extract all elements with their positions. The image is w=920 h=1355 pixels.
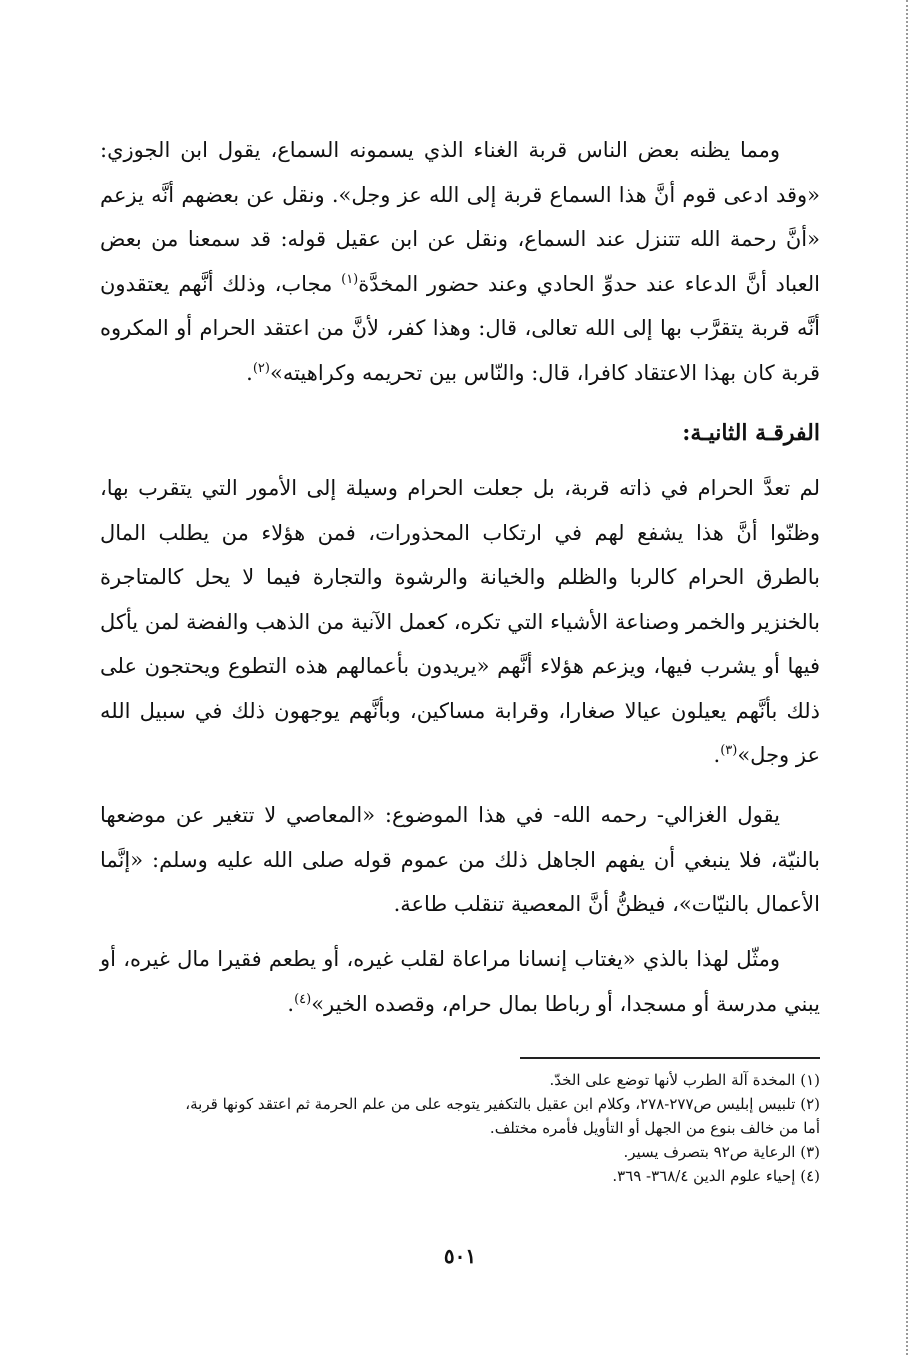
footnote-2-continued: أما من خالف بنوع من الجهل أو التأويل فأمره مختلف.	[489, 1119, 820, 1137]
paragraph-example	[100, 937, 820, 1026]
paragraph-text: مجاب، وذلك أنَّهم يعتقدون أنَّه قربة يتقرَّب بها إلى الله تعالى، قال: وهذا كفر، لأنَّ من اعتقد الحرام أو المكروه قربة كان بهذا الاعتقاد كافرا، قال: والنّاس بين تحريمه وكراهيته»	[100, 271, 820, 385]
footnote-1: (١) المخدة آلة الطرب لأنها توضع على الخدّ.	[549, 1071, 820, 1089]
paragraph-end: .	[246, 360, 253, 385]
footnote-ref-4[interactable]: (٤)	[294, 991, 312, 1007]
footnote-3: (٣) الرعاية ص٩٢ بتصرف يسير.	[623, 1143, 820, 1161]
paragraph-text: لم تعدَّ الحرام في ذاته قربة، بل جعلت الحرام وسيلة إلى الأمور التي يتقرب بها، وظنّوا أنَّ هذا يشفع لهم في ارتكاب المحذورات، فمن هؤلاء من يطلب المال بالطرق الحرام كالربا والظلم والخيانة والرشوة والتجارة فيما لا يحل كالمتاجرة بالخنزير والخمر وصناعة الأشياء التي تكره، كعمل الآنية من الذهب والفضة لمن يأكل فيها أو يشرب فيها، ويزعم هؤلاء أنَّهم «يريدون بأعمالهم هذه التطوع ويحتجون على ذلك بأنَّهم يعيلون عيالا صغارا، وقرابة مساكين، وبأنَّهم يوجهون ذلك في سبيل الله عز وجل»	[100, 476, 820, 767]
paragraph-ibn-aljawzi	[100, 128, 820, 395]
paragraph-end: .	[287, 991, 295, 1016]
page-number: ٥٠١	[443, 1244, 477, 1268]
footnote-ref-1[interactable]: (١)	[341, 271, 359, 287]
footnote-2: (٢) تلبيس إبليس ص٢٧٧-٢٧٨، وكلام ابن عقيل بالتكفير يتوجه على من علم الحرمة ثم اعتقد كونها قربة،	[185, 1095, 820, 1113]
paragraph-ghazali	[100, 793, 820, 927]
paragraph-text: ومثّل لهذا بالذي «يغتاب إنسانا مراعاة لقلب غيره، أو يطعم فقيرا مال غيره، أو يبني مدرسة أو مسجدا، أو رباطا بمال حرام، وقصده الخير»	[100, 947, 820, 1016]
footnote-ref-3[interactable]: (٣)	[720, 743, 738, 758]
paragraph-text: يقول الغزالي- رحمه الله- في هذا الموضوع: «المعاصي لا تتغير عن موضعها بالنيّة، فلا ينبغي أن يفهم الجاهل ذلك من عموم قوله صلى الله عليه وسلم: «إنَّما الأعمال بالنيّات»، فيظنُّ أنَّ المعصية تنقلب طاعة.	[100, 803, 820, 916]
paragraph-end: .	[713, 743, 721, 767]
paragraph-text: ومما يظنه بعض الناس قربة الغناء الذي يسمونه السماع، يقول ابن الجوزي: «وقد ادعى قوم أنَّ هذا السماع قربة إلى الله عز وجل». ونقل عن بعضهم أنَّه يزعم «أنَّ رحمة الله تتنزل عند السماع، ونقل عن ابن عقيل قوله: قد سمعنا من بعض العباد أنَّ الدعاء عند حدوِّ الحادي وعند حضور المخدَّة	[100, 138, 820, 296]
footnotes	[100, 1068, 820, 1188]
section-heading: الفرقـة الثانيـة:	[682, 420, 820, 446]
paragraph-second-group	[100, 466, 820, 778]
footnote-ref-2[interactable]: (٢)	[252, 360, 270, 376]
dotted-margin-line	[906, 0, 908, 1355]
footnote-4: (٤) إحياء علوم الدين ٣٦٨/٤- ٣٦٩.	[612, 1167, 820, 1185]
footnote-separator	[520, 1057, 820, 1059]
